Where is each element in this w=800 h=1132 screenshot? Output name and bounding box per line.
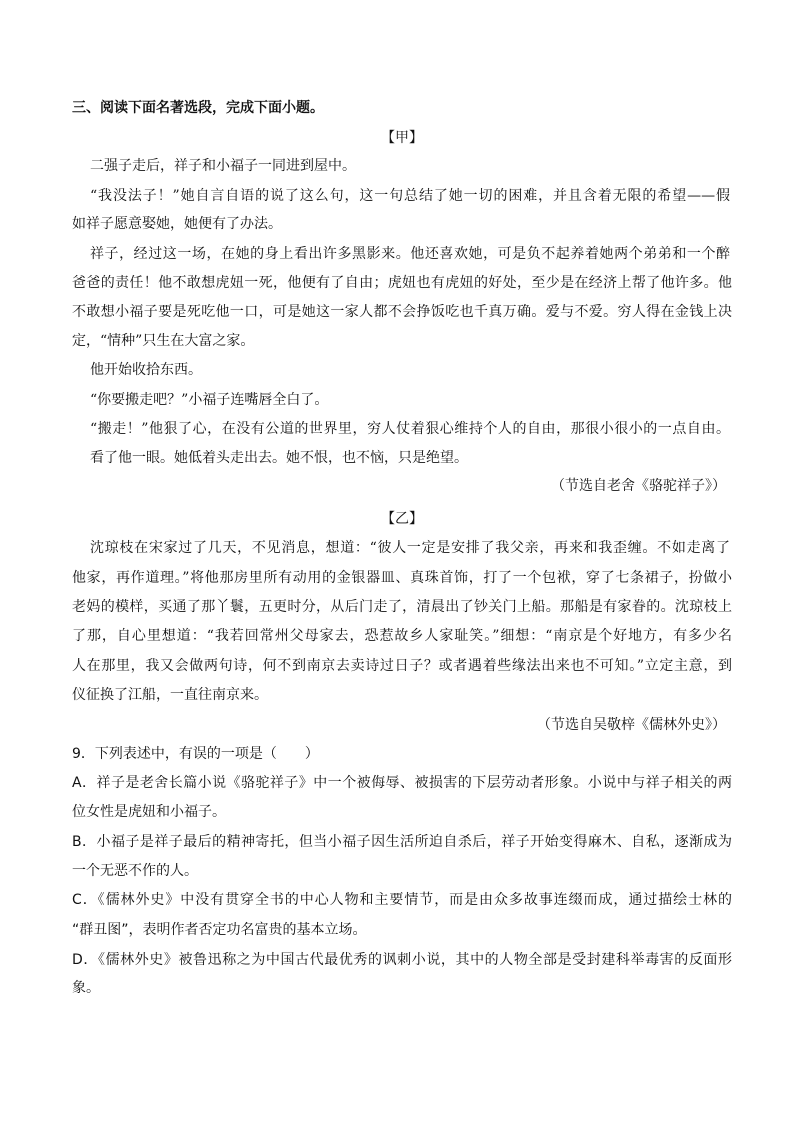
passage-jia-line: 不敢想小福子要是死吃他一口，可是她这一家人都不会挣饭吃也千真万确。爱与不爱。穷人得在金钱上决 — [72, 304, 732, 320]
question-stem: 9．下列表述中，有误的一项是（ ） — [72, 746, 319, 762]
option-a-line: 位女性是虎妞和小福子。 — [72, 804, 226, 820]
option-c-line: C．《儒林外史》中没有贯穿全书的中心人物和主要情节，而是由众多故事连缀而成，通过描绘士林的 — [72, 892, 732, 908]
passage-jia-line: 祥子，经过这一场，在她的身上看出许多黑影来。他还喜欢她，可是负不起养着她两个弟弟和一个醉 — [90, 246, 730, 262]
passage-jia-line: 爸爸的责任！他不敢想虎妞一死，他便有了自由；虎妞也有虎妞的好处，至少是在经济上帮了他许多。他 — [72, 275, 732, 291]
option-d-line: 象。 — [72, 980, 100, 996]
passage-jia-line: “你要搬走吧？”小福子连嘴唇全白了。 — [90, 392, 329, 408]
option-c-line: “群丑图”，表明作者否定功名富贵的基本立场。 — [72, 922, 367, 938]
option-b-line: B．小福子是祥子最后的精神寄托，但当小福子因生活所迫自杀后，祥子开始变得麻木、自私，逐渐成为 — [72, 834, 732, 850]
passage-jia-label: 【甲】 — [381, 130, 423, 146]
passage-yi-line: 老妈的模样，买通了那丫鬟，五更时分，从后门走了，清晨出了钞关门上船。那船是有家眷的。沈琼枝上 — [72, 599, 732, 615]
passage-jia-line: “搬走！”他狠了心，在没有公道的世界里，穷人仗着狠心维持个人的自由，那很小很小的一点自由。 — [90, 421, 730, 437]
passage-yi-line: 仪征换了江船，一直往南京来。 — [72, 687, 268, 703]
passage-jia-source: （节选自老舍《骆驼祥子》） — [551, 478, 726, 494]
passage-jia-line: “我没法子！”她自言自语的说了这么句，这一句总结了她一切的困难，并且含着无限的希望——假 — [90, 188, 730, 204]
passage-jia-line: 定，“情种”只生在大富之家。 — [72, 333, 255, 349]
passage-jia-line: 他开始收拾东西。 — [90, 362, 202, 378]
passage-yi-line: 沈琼枝在宋家过了几天，不见消息，想道：“彼人一定是安排了我父亲，再来和我歪缠。不如走离了 — [90, 540, 730, 556]
passage-yi-source: （节选自吴敬梓《儒林外史》） — [537, 717, 726, 733]
option-d-line: D．《儒林外史》被鲁迅称之为中国古代最优秀的讽刺小说，其中的人物全部是受封建科举毒害的反面形 — [72, 952, 732, 968]
option-a-line: A．祥子是老舍长篇小说《骆驼祥子》中一个被侮辱、被损害的下层劳动者形象。小说中与祥子相关的两 — [72, 775, 732, 791]
passage-yi-line: 人在那里，我又会做两句诗，何不到南京去卖诗过日子？或者遇着些缘法出来也不可知。”立定主意，到 — [72, 658, 732, 674]
passage-jia-line: 二强子走后，祥子和小福子一同进到屋中。 — [90, 158, 356, 174]
passage-yi-line: 他家，再作道理。”将他那房里所有动用的金银器皿、真珠首饰，打了一个包袱，穿了七条裙子，扮做小 — [72, 570, 732, 586]
passage-yi-label: 【乙】 — [381, 511, 423, 527]
passage-jia-line: 看了他一眼。她低着头走出去。她不恨，也不恼，只是绝望。 — [90, 450, 468, 466]
passage-jia-line: 如祥子愿意娶她，她便有了办法。 — [72, 216, 282, 232]
option-b-line: 一个无恶不作的人。 — [72, 863, 198, 879]
section-title: 三、阅读下面名著选段，完成下面小题。 — [72, 100, 324, 116]
passage-yi-line: 了那，自心里想道：“我若回常州父母家去，恐惹故乡人家耻笑。”细想：“南京是个好地方，有多少名 — [72, 628, 732, 644]
